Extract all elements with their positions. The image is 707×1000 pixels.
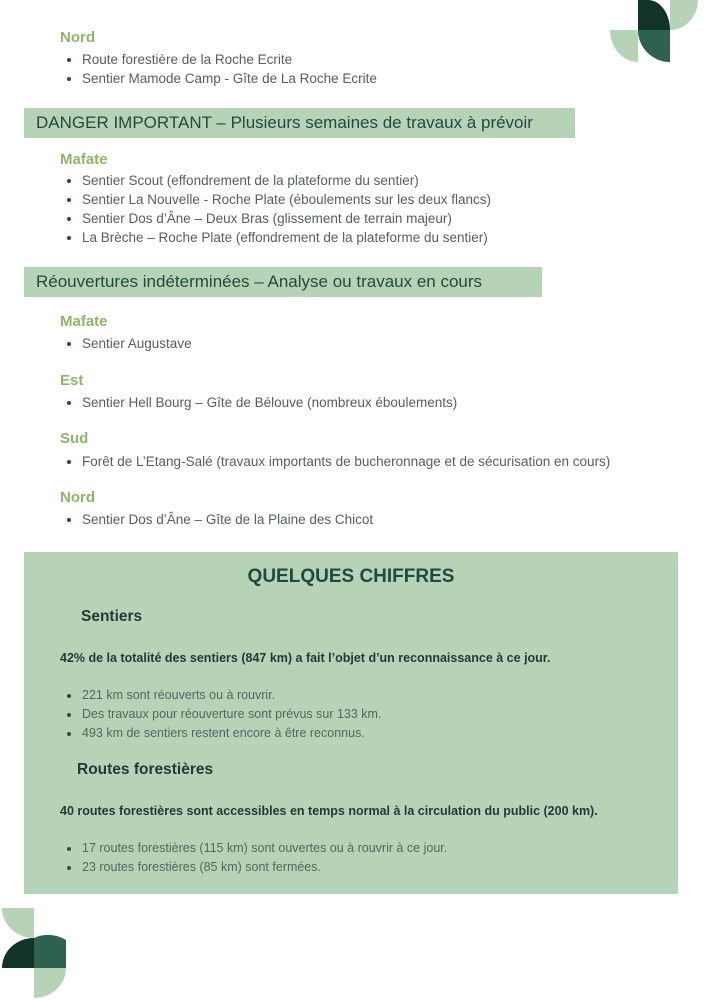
list-item: Sentier Mamode Camp - Gîte de La Roche Ecrite [66, 69, 377, 88]
stats-title: QUELQUES CHIFFRES [247, 566, 455, 587]
reopen-banner: Réouvertures indéterminées – Analyse ou travaux en cours [24, 267, 542, 297]
region-title-nord: Nord [60, 29, 95, 46]
routes-heading: Routes forestières [77, 761, 214, 778]
list-item: Sentier La Nouvelle - Roche Plate (éboulements sur les deux flancs) [66, 190, 491, 209]
reopen-nord-list [66, 510, 373, 529]
list-item: Sentier Augustave [66, 334, 192, 353]
region-title-sud: Sud [60, 430, 89, 447]
list-item: Route forestière de la Roche Ecrite [66, 50, 377, 69]
danger-mafate-list [66, 171, 491, 247]
stats-box [24, 552, 678, 894]
list-item: 221 km sont réouverts ou à rouvrir. [66, 686, 381, 705]
list-item: Sentier Dos d’Âne – Deux Bras (glissement de terrain majeur) [66, 209, 491, 228]
list-item: Sentier Dos d’Âne – Gîte de la Plaine des Chicot [66, 510, 373, 529]
list-item: 493 km de sentiers restent encore à être reconnus. [66, 724, 381, 743]
list-item: La Brèche – Roche Plate (effondrement de la plateforme du sentier) [66, 228, 491, 247]
sentiers-list [66, 686, 381, 743]
logo-top-right-icon [608, 0, 700, 64]
sentiers-heading: Sentiers [81, 608, 143, 625]
list-item: Forêt de L’Etang-Salé (travaux importants de bucheronnage et de sécurisation en cours) [66, 452, 610, 471]
region-title-est: Est [60, 372, 84, 389]
list-item: Sentier Hell Bourg – Gîte de Bélouve (nombreux éboulements) [66, 393, 457, 412]
list-item: 23 routes forestières (85 km) sont fermées. [66, 858, 447, 877]
list-item: Sentier Scout (effondrement de la plateforme du sentier) [66, 171, 491, 190]
reopen-sud-list [66, 452, 610, 471]
danger-banner: DANGER IMPORTANT – Plusieurs semaines de travaux à prévoir [24, 108, 575, 138]
reopen-est-list [66, 393, 457, 412]
routes-list [66, 839, 447, 877]
region-title-mafate: Mafate [60, 313, 108, 330]
reopen-mafate-list [66, 334, 192, 353]
routes-lead: 40 routes forestières sont accessibles en temps normal à la circulation du public (200 km). [60, 804, 598, 818]
list-item: 17 routes forestières (115 km) sont ouvertes ou à rouvrir à ce jour. [66, 839, 447, 858]
region-title-nord: Nord [60, 489, 95, 506]
logo-bottom-left-icon [0, 906, 70, 1000]
list-item: Des travaux pour réouverture sont prévus sur 133 km. [66, 705, 381, 724]
region-title-mafate: Mafate [60, 151, 108, 168]
nord-list [66, 50, 377, 88]
sentiers-lead: 42% de la totalité des sentiers (847 km) a fait l’objet d’un reconnaissance à ce jour. [60, 651, 551, 665]
